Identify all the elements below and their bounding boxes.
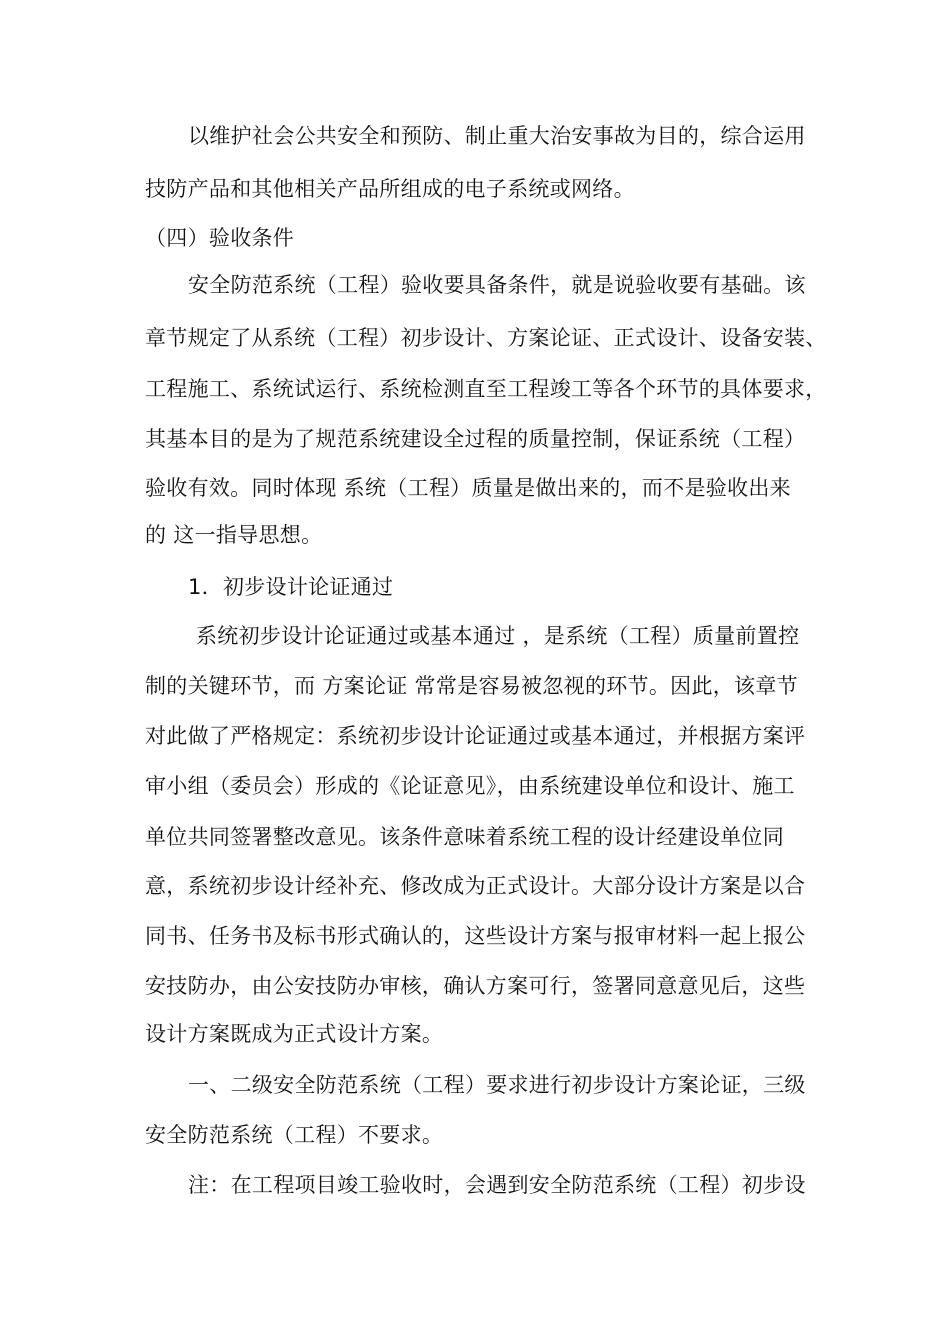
paragraph-line: 安全防范系统（工程）不要求。 <box>145 1123 444 1147</box>
paragraph-line: 章节规定了从系统（工程）初步设计、方案论证、正式设计、设备安装、 <box>145 326 827 350</box>
paragraph-line: 一、二级安全防范系统（工程）要求进行初步设计方案论证，三级 <box>188 1073 806 1097</box>
section-heading: （四）验收条件 <box>145 226 295 250</box>
paragraph-line: 其基本目的是为了规范系统建设全过程的质量控制，保证系统（工程） <box>145 427 806 451</box>
note-line: 注：在工程项目竣工验收时，会遇到安全防范系统（工程）初步设 <box>188 1173 806 1197</box>
paragraph-line: 同书、任务书及标书形式确认的，这些设计方案与报审材料一起上报公 <box>145 924 806 948</box>
paragraph-line: 工程施工、系统试运行、系统检测直至工程竣工等各个环节的具体要求， <box>145 377 827 401</box>
paragraph-line: 安技防办，由公安技防办审核，确认方案可行，签署同意意见后，这些 <box>145 974 806 998</box>
paragraph-line: 的 这一指导思想。 <box>145 523 323 547</box>
paragraph-line: 审小组（委员会）形成的《论证意见》，由系统建设单位和设计、施工 <box>145 774 795 798</box>
paragraph-line: 制的关键环节，而 方案论证 常常是容易被忽视的环节。因此，该章节 <box>145 674 798 698</box>
paragraph-line: 意，系统初步设计经补充、修改成为正式设计。大部分设计方案是以合 <box>145 874 806 898</box>
subsection-heading: 1．初步设计论证通过 <box>188 575 394 599</box>
paragraph-line: 技防产品和其他相关产品所组成的电子系统或网络。 <box>145 177 635 201</box>
paragraph-line: 单位共同签署整改意见。该条件意味着系统工程的设计经建设单位同 <box>145 825 784 849</box>
paragraph-line: 设计方案既成为正式设计方案。 <box>145 1022 444 1046</box>
paragraph-line: 验收有效。同时体现 系统（工程）质量是做出来的，而不是验收出来 <box>145 476 791 500</box>
paragraph-line: 以维护社会公共安全和预防、制止重大治安事故为目的，综合运用 <box>188 124 806 148</box>
paragraph-line: 安全防范系统（工程）验收要具备条件，就是说验收要有基础。该 <box>188 273 806 297</box>
paragraph-line: 系统初步设计论证通过或基本通过 ，是系统（工程）质量前置控 <box>196 624 800 648</box>
paragraph-line: 对此做了严格规定：系统初步设计论证通过或基本通过，并根据方案评 <box>145 724 806 748</box>
